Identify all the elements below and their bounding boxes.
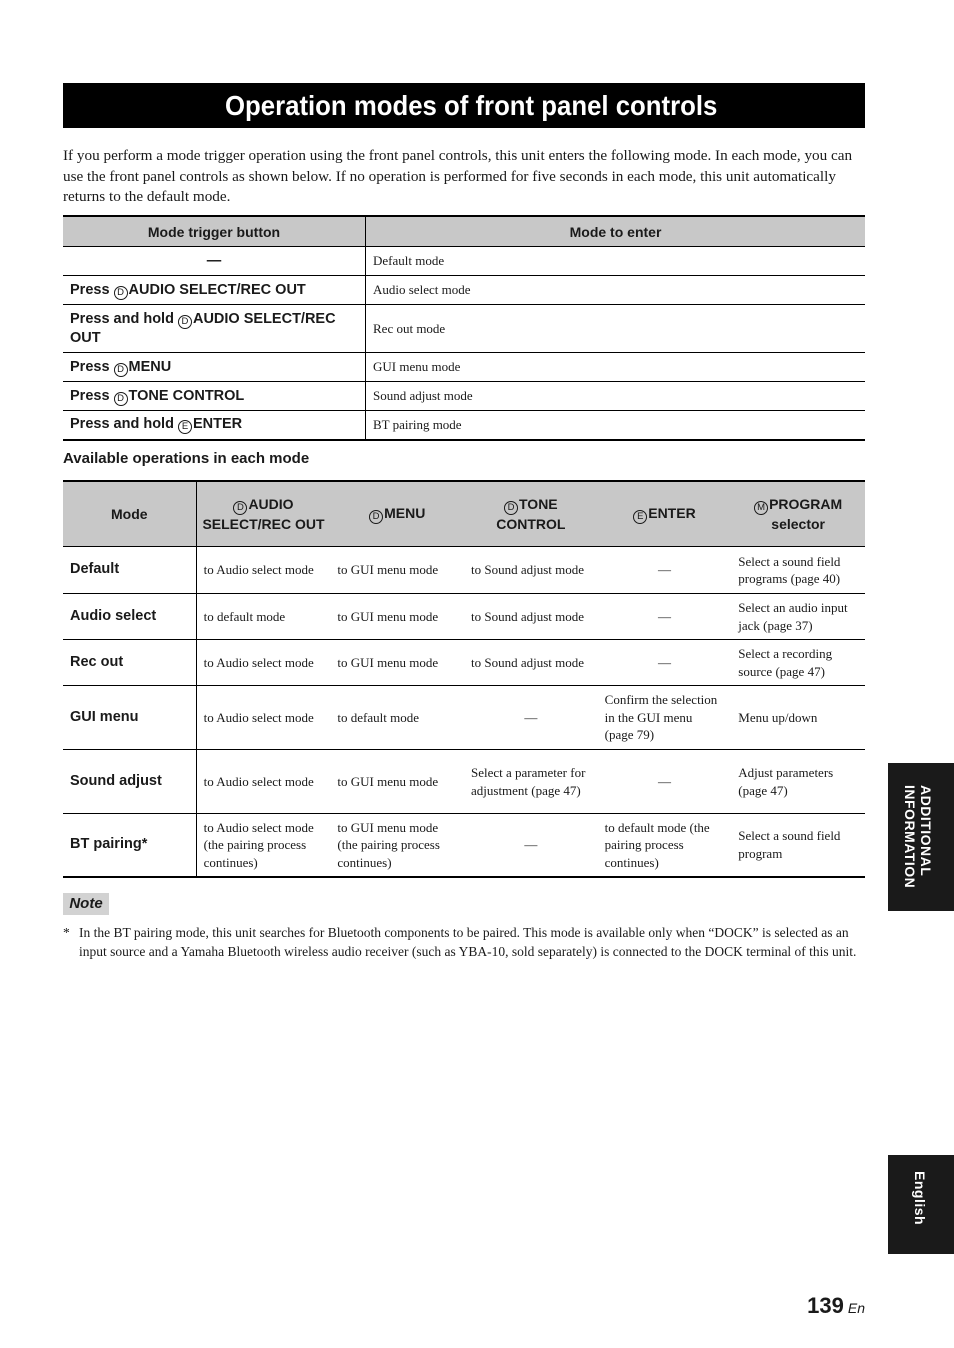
- table-row: [63, 750, 865, 814]
- trigger-cell: [63, 411, 366, 440]
- operation-cell: to GUI menu mode: [330, 750, 464, 814]
- footnote-text: In the BT pairing mode, this unit searches for Bluetooth components to be paired. This mode is available only when “DOCK” is selected as an input source and a Yamaha Bluetooth wireless audio receiver (such as YBA-10, sold separately) is connected to the DOCK terminal of this unit.: [79, 925, 857, 959]
- table-row: [63, 276, 865, 305]
- operation-cell: to default mode: [330, 686, 464, 750]
- control-key-icon: D: [114, 286, 128, 300]
- operation-cell: to GUI menu mode: [330, 640, 464, 686]
- trigger-action: Press and hold: [70, 311, 178, 327]
- trigger-cell: [63, 247, 366, 276]
- control-key-icon: M: [754, 501, 768, 515]
- operation-cell: to Sound adjust mode: [464, 594, 598, 640]
- operation-cell: Select a recording source (page 47): [731, 640, 865, 686]
- language-side-tab[interactable]: [888, 1155, 954, 1254]
- section-tab-label: ADDITIONAL INFORMATION: [902, 785, 934, 889]
- trigger-cell: [63, 305, 366, 353]
- page-title: Operation modes of front panel controls: [225, 89, 718, 121]
- operation-cell: —: [598, 640, 732, 686]
- operation-cell: —: [598, 750, 732, 814]
- column-header: [330, 481, 464, 547]
- footnote-marker: *: [63, 925, 70, 940]
- operation-cell: to Audio select mode: [196, 750, 330, 814]
- mode-cell: Sound adjust mode: [366, 382, 866, 411]
- table-row: [63, 814, 865, 877]
- trigger-button-name: AUDIO SELECT/REC OUT: [70, 311, 336, 346]
- column-header-label: PROGRAM selector: [769, 496, 843, 532]
- table-row: [63, 547, 865, 594]
- operation-cell: to Sound adjust mode: [464, 547, 598, 594]
- table-row: [63, 411, 865, 440]
- table-header-row: [63, 481, 865, 547]
- control-key-icon: D: [504, 501, 518, 515]
- column-header: [598, 481, 732, 547]
- trigger-action: —: [206, 253, 222, 269]
- trigger-button-name: AUDIO SELECT/REC OUT: [128, 281, 306, 298]
- operation-cell: —: [598, 594, 732, 640]
- mode-name-cell: Rec out: [63, 640, 196, 686]
- trigger-cell: [63, 276, 366, 305]
- section-subheading: Available operations in each mode: [63, 450, 310, 467]
- mode-name-cell: Default: [63, 547, 196, 594]
- column-header-label: TONE CONTROL: [496, 496, 566, 532]
- trigger-action: Press: [70, 358, 114, 375]
- trigger-button-name: TONE CONTROL: [128, 387, 245, 404]
- page-language: En: [847, 1300, 865, 1316]
- table-row: [63, 594, 865, 640]
- language-tab-label: English: [912, 1171, 928, 1226]
- operation-cell: —: [464, 686, 598, 750]
- mode-name-cell: Audio select: [63, 594, 196, 640]
- operation-cell: to GUI menu mode: [330, 594, 464, 640]
- operation-cell: Select a sound field programs (page 40): [731, 547, 865, 594]
- mode-cell: Default mode: [366, 247, 866, 276]
- note-label: Note: [63, 893, 109, 915]
- trigger-cell: [63, 382, 366, 411]
- column-header-label: MENU: [384, 505, 426, 521]
- column-header: [464, 481, 598, 547]
- table-row: [63, 640, 865, 686]
- control-key-icon: D: [178, 315, 192, 329]
- operation-cell: to Sound adjust mode: [464, 640, 598, 686]
- column-header: [63, 481, 196, 547]
- column-header: Mode to enter: [366, 216, 866, 247]
- mode-cell: GUI menu mode: [366, 353, 866, 382]
- operation-cell: Select a parameter for adjustment (page 47): [464, 750, 598, 814]
- mode-trigger-table: [63, 215, 865, 441]
- trigger-action: Press: [70, 281, 114, 298]
- table-row: [63, 305, 865, 353]
- mode-name-cell: Sound adjust: [63, 750, 196, 814]
- operation-cell: Adjust parameters (page 47): [731, 750, 865, 814]
- operation-cell: Select an audio input jack (page 37): [731, 594, 865, 640]
- table-row: [63, 353, 865, 382]
- page-number-value: 139: [807, 1293, 844, 1318]
- control-key-icon: D: [114, 392, 128, 406]
- operation-cell: to Audio select mode: [196, 547, 330, 594]
- trigger-action: Press and hold: [70, 416, 178, 433]
- page-number: [807, 1293, 865, 1319]
- operation-cell: Menu up/down: [731, 686, 865, 750]
- column-header: [196, 481, 330, 547]
- mode-cell: BT pairing mode: [366, 411, 866, 440]
- mode-cell: Audio select mode: [366, 276, 866, 305]
- intro-paragraph: If you perform a mode trigger operation using the front panel controls, this unit enters the following mode. In each mode, you can use the front panel controls as shown below. If no operation is performed for five seconds in each mode, this unit automatically returns to the default mode.: [63, 147, 853, 205]
- operation-cell: Select a sound field program: [731, 814, 865, 877]
- column-header-label: Mode: [111, 506, 148, 522]
- operation-cell: —: [464, 814, 598, 877]
- operation-cell: to GUI menu mode: [330, 547, 464, 594]
- section-side-tab[interactable]: [888, 763, 954, 911]
- column-header-label: AUDIO SELECT/REC OUT: [202, 496, 325, 532]
- operation-cell: Confirm the selection in the GUI menu (page 79): [598, 686, 732, 750]
- mode-cell: Rec out mode: [366, 305, 866, 353]
- operations-table: [63, 480, 865, 878]
- footnote: [63, 923, 863, 961]
- mode-name-cell: GUI menu: [63, 686, 196, 750]
- operation-cell: to GUI menu mode (the pairing process continues): [330, 814, 464, 877]
- column-header-label: ENTER: [648, 505, 696, 521]
- column-header: Mode trigger button: [63, 216, 366, 247]
- operation-cell: to default mode (the pairing process continues): [598, 814, 732, 877]
- operation-cell: —: [598, 547, 732, 594]
- trigger-button-name: MENU: [128, 358, 172, 375]
- table-row: [63, 382, 865, 411]
- control-key-icon: E: [178, 420, 192, 434]
- operation-cell: to default mode: [196, 594, 330, 640]
- mode-name-cell: BT pairing*: [63, 814, 196, 877]
- control-key-icon: E: [633, 510, 647, 524]
- trigger-action: Press: [70, 387, 114, 404]
- trigger-button-name: ENTER: [192, 416, 243, 433]
- table-row: [63, 686, 865, 750]
- table-header-row: [63, 216, 865, 247]
- control-key-icon: D: [233, 501, 247, 515]
- control-key-icon: D: [114, 363, 128, 377]
- operation-cell: to Audio select mode: [196, 640, 330, 686]
- operation-cell: to Audio select mode (the pairing process continues): [196, 814, 330, 877]
- control-key-icon: D: [369, 510, 383, 524]
- table-row: [63, 247, 865, 276]
- column-header: [731, 481, 865, 547]
- trigger-cell: [63, 353, 366, 382]
- operation-cell: to Audio select mode: [196, 686, 330, 750]
- page-title-bar: [63, 83, 865, 128]
